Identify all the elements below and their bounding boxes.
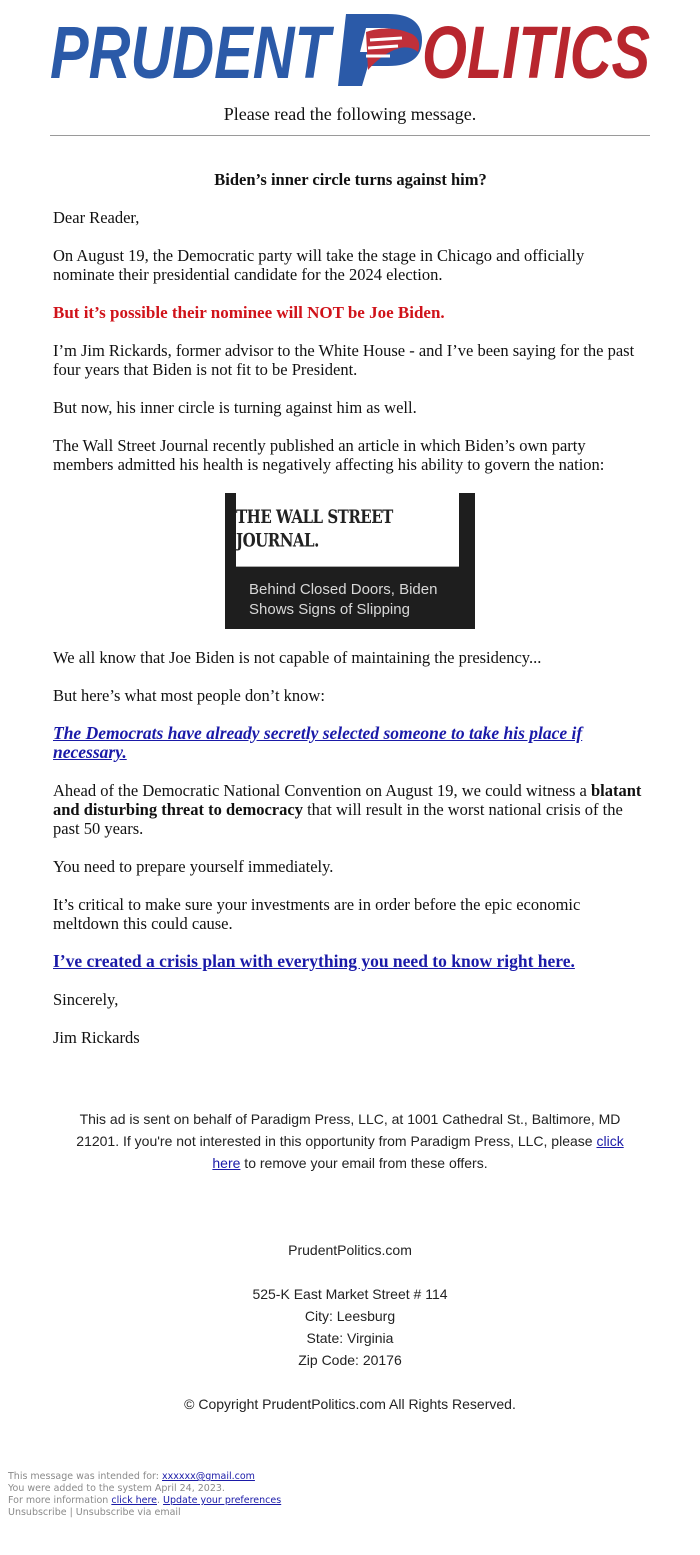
disclaimer-text: This ad is sent on behalf of Paradigm Press, LLC, at 1001 Cathedral St., Baltimore, MD 21201. If you're not interested in this opportunity from Paradigm Press, LLC, please (76, 1111, 621, 1149)
remove-email-link[interactable]: click here (212, 1133, 624, 1171)
update-preferences-link[interactable]: Update your preferences (163, 1495, 282, 1506)
logo-text-olitics: OLITICS (422, 11, 650, 94)
more-info-label: For more information (8, 1495, 112, 1506)
intro-text: Please read the following message. (223, 104, 477, 124)
paragraph-5: We all know that Joe Biden is not capable of maintaining the presidency... (53, 648, 542, 667)
wsj-masthead: THE WALL STREET JOURNAL. (236, 490, 459, 566)
secret-selection-link[interactable]: The Democrats have already secretly selected someone to take his place if necessary. (53, 723, 583, 762)
prudent-politics-logo[interactable] (50, 10, 650, 94)
disclaimer-text-end: to remove your email from these offers. (240, 1155, 488, 1171)
logo-p-eagle-icon (338, 14, 422, 86)
logo-text-prudent: PRUDENT (50, 11, 335, 94)
paragraph-3: But now, his inner circle is turning against him as well. (53, 398, 417, 417)
signoff: Sincerely, (53, 990, 119, 1009)
paragraph-7-start: Ahead of the Democratic National Convention on August 19, we could witness a (53, 781, 591, 800)
recipient-email-link[interactable]: xxxxxx@gmail.com (162, 1471, 255, 1482)
added-date-text: You were added to the system April 24, 2023. (8, 1483, 225, 1494)
paragraph-7-end: that will result in the worst national crisis of the past 50 years. (53, 800, 623, 838)
fine-print (8, 1471, 508, 1519)
wsj-article-image[interactable] (225, 493, 475, 629)
paragraph-7-bold: blatant and disturbing threat to democracy (53, 781, 642, 819)
more-info-link[interactable]: click here (111, 1495, 157, 1506)
wsj-headline: Behind Closed Doors, Biden Shows Signs of Slipping (249, 581, 438, 618)
footer-state: State: Virginia (306, 1330, 394, 1346)
unsubscribe-text[interactable]: Unsubscribe | Unsubscribe via email (8, 1507, 181, 1518)
message-body (53, 170, 648, 1066)
paragraph-6: But here’s what most people don’t know: (53, 686, 325, 705)
paragraph-2: I’m Jim Rickards, former advisor to the White House - and I’ve been saying for the past four years that Biden is not fit to be President. (53, 341, 635, 379)
paragraph-4: The Wall Street Journal recently published an article in which Biden’s own party members admitted his health is negatively affecting his ability to govern the nation: (53, 436, 605, 474)
ad-disclaimer (70, 1108, 630, 1174)
crisis-plan-link[interactable]: I’ve created a crisis plan with everything you need to know right here. (53, 951, 575, 971)
signature: Jim Rickards (53, 1028, 140, 1047)
footer-address: 525-K East Market Street # 114 (252, 1286, 448, 1302)
intended-label: This message was intended for: (8, 1471, 162, 1482)
footer-copyright: © Copyright PrudentPolitics.com All Rights Reserved. (184, 1396, 516, 1412)
paragraph-9: It’s critical to make sure your investments are in order before the epic economic meltdown this could cause. (53, 895, 581, 933)
alert-text: But it’s possible their nominee will NOT be Joe Biden. (53, 303, 445, 322)
paragraph-7 (53, 781, 648, 838)
footer-site: PrudentPolitics.com (288, 1242, 412, 1258)
message-title: Biden’s inner circle turns against him? (214, 170, 487, 189)
footer-city: City: Leesburg (304, 1308, 396, 1324)
greeting: Dear Reader, (53, 208, 140, 227)
fine-print-separator: . (157, 1495, 164, 1506)
paragraph-8: You need to prepare yourself immediately. (53, 857, 334, 876)
divider (50, 135, 650, 136)
paragraph-1: On August 19, the Democratic party will take the stage in Chicago and officially nominate their presidential candidate for the 2024 election. (53, 246, 585, 284)
footer-zip: Zip Code: 20176 (298, 1352, 402, 1368)
